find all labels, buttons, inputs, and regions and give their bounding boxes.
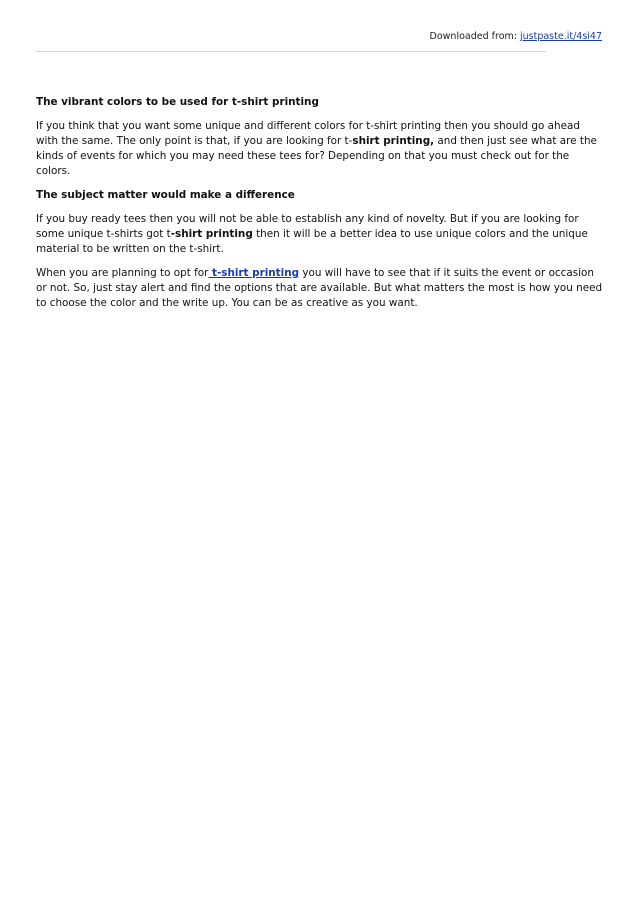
closing-paragraph bbox=[36, 266, 604, 311]
paragraph-bold-text: -shirt printing bbox=[170, 228, 253, 240]
downloaded-from-label: Downloaded from: bbox=[429, 31, 520, 42]
paragraph-text: If you buy ready tees then you will not be able to establish any kind of novelty. But if you are looking for some unique t-shirts got t bbox=[36, 213, 579, 240]
t-shirt-printing-link[interactable]: t-shirt printing bbox=[208, 267, 300, 279]
section-paragraph-subject-matter bbox=[36, 212, 604, 257]
source-link[interactable]: justpaste.it/4si47 bbox=[519, 31, 602, 42]
paragraph-text: you will have to see that if it suits the event or occasion or not. So, just stay alert and find the options that are available. But what matters the most is how you need to choose the color and the write up. You can be as creative as you want. bbox=[36, 267, 603, 309]
section-heading-subject-matter: The subject matter would make a difference bbox=[36, 189, 295, 201]
header-divider bbox=[36, 51, 546, 52]
paragraph-text: If you think that you want some unique and different colors for t-shirt printing then you should go ahead with the same. The only point is that, if you are looking for t- bbox=[36, 120, 580, 147]
paragraph-text: then it will be a better idea to use unique colors and the unique material to be written on the t-shirt. bbox=[36, 228, 588, 255]
section-heading-colors: The vibrant colors to be used for t-shirt printing bbox=[36, 96, 319, 108]
paragraph-bold-text: shirt printing, bbox=[352, 135, 435, 147]
paragraph-text: When you are planning to opt for bbox=[36, 267, 209, 279]
article-body bbox=[36, 95, 604, 320]
paragraph-text: and then just see what are the kinds of events for which you may need these tees for? Depending on that you must check out for the colors. bbox=[36, 135, 597, 177]
download-source-header bbox=[430, 31, 602, 42]
section-paragraph-colors bbox=[36, 119, 604, 179]
